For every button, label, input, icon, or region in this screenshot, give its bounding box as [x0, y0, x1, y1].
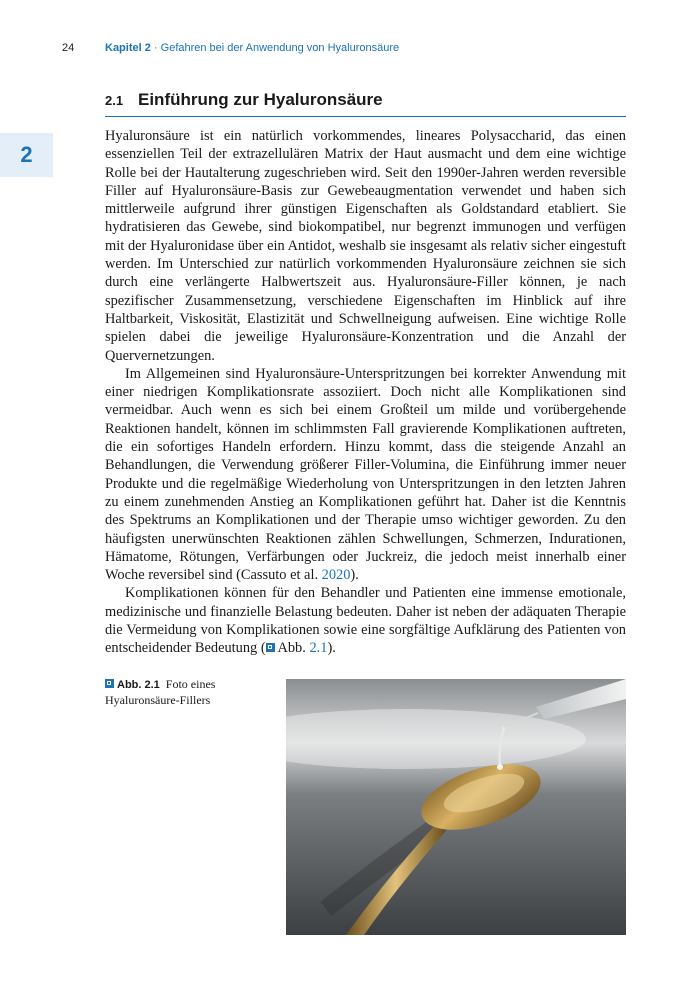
chapter-tab: 2: [0, 133, 53, 177]
paragraph-2-end: ).: [350, 567, 359, 584]
running-head: [0, 42, 700, 58]
chapter-title: · Gefahren bei der Anwendung von Hyaluronsäure: [153, 42, 400, 54]
figure-ref-abb: Abb.: [274, 640, 310, 657]
paragraph-3-text: Komplikationen können für den Behandler und Patienten eine immense emotionale, medizinische und finanzielle Belastung bedeuten. Daher ist neben der adäquaten Therapie die Vermeidung von Komplikationen sowie eine sorgfältige Aufklärung des Patienten von entscheidender Bedeutung (: [105, 585, 626, 657]
paragraph-3-end: ).: [327, 640, 336, 657]
filler-droplet: [497, 764, 503, 770]
figure-ref-link[interactable]: 2.1: [309, 640, 328, 657]
paragraph-3: [105, 584, 626, 657]
spoon-photo-illustration: [286, 679, 626, 935]
chapter-header: [105, 42, 399, 54]
paragraph-2-text: Im Allgemeinen sind Hyaluronsäure-Unterspritzungen bei korrekter Anwendung mit einer niedrigen Komplikationsrate assoziiert. Doch nicht alle Komplikationen sind vermeidbar. Auch wenn es sich bei einem Großteil um milde und vorübergehende Reaktionen handelt, können im schlimmsten Fall gravierende Komplikationen auftreten, die ein sofortiges Handeln erfordern. Hinzu kommt, dass die steigende Anzahl an Behandlungen, die Verwendung größerer Filler-Volumina, die Einführung immer neuer Produkte und die regelmäßige Wiederholung von Unterspritzungen in den letzten Jahren zu einem zunehmenden Anstieg an Komplikationen geführt hat. Daher ist die Kenntnis des Spektrums an Komplikationen und der Therapie umso wichtiger geworden. Zu den häufigsten unerwünschten Reaktionen zählen Schwellungen, Schmerzen, Indurationen, Hämatome, Rötungen, Verfärbungen oder Juckreiz, die jedoch meist innerhalb einer Woche reversibel sind (Cassuto et al.: [105, 365, 626, 584]
figure-icon: [105, 679, 114, 688]
chapter-label: Kapitel 2: [105, 42, 151, 54]
section-heading: [105, 90, 626, 117]
figure-caption: [105, 677, 275, 708]
figure-label: Abb. 2.1: [117, 679, 160, 691]
body-text: [105, 127, 626, 658]
citation-year-link[interactable]: 2020: [321, 567, 351, 584]
section-title: Einführung zur Hyaluronsäure: [138, 90, 383, 109]
figure-caption-text: Foto eines Hyaluronsäure-Fillers: [105, 677, 216, 707]
paragraph-2: [105, 365, 626, 585]
figure-photo: [286, 679, 626, 935]
page-number: 24: [62, 42, 75, 54]
figure-ref-icon: [266, 643, 275, 652]
section-number: 2.1: [105, 93, 124, 108]
paragraph-1: Hyaluronsäure ist ein natürlich vorkommendes, lineares Polysaccharid, das einen essenziellen Teil der extrazellulären Matrix der Haut ausmacht und dem eine wichtige Rolle bei der Hautalterung zugeschrieben wird. Seit den 1990er-Jahren werden reversible Filler auf Hyaluronsäure-Basis zur Gewebeaugmentation verwendet und haben sich mittlerweile aufgrund ihrer günstigen Eigenschaften als Goldstandard etabliert. Sie hydratisieren das Gewebe, sind biokompatibel, nur begrenzt immunogen und verfügen mit der Hyaluronidase über ein Antidot, weshalb sie insgesamt als relativ sicher eingestuft werden. Im Unterschied zur natürlich vorkommenden Hyaluronsäure zeichnen sie sich durch eine verlängerte Halbwertszeit aus. Hyaluronsäure-Filler können, je nach spezifischer Zusammensetzung, verschiedene Eigenschaften im Hinblick auf ihre Haltbarkeit, Viskosität, Elastizität und Schwellneigung aufweisen. Eine wichtige Rolle spielen dabei die jeweilige Hyaluronsäure-Konzentration und die Anzahl der Quervernetzungen.: [105, 128, 626, 364]
